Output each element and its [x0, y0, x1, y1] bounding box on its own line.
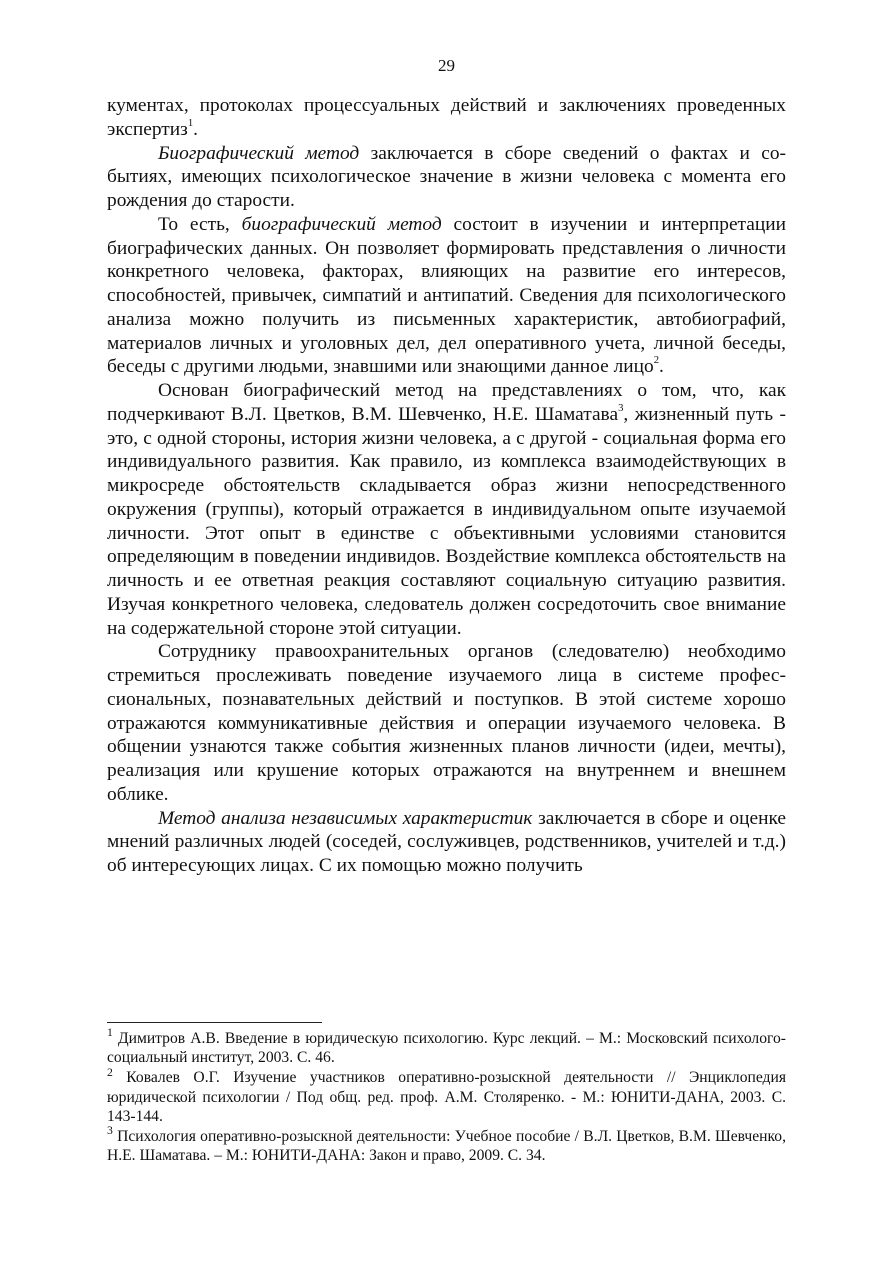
footnote-reference: 3 — [618, 401, 624, 414]
text-run: То есть, — [158, 213, 242, 235]
footnote — [107, 1026, 786, 1067]
footnote-text: Ковалев О.Г. Изучение участников оперативно-розыскной деятельности // Энциклопедия юридической психологии / Под общ. ред. проф. А.М. Столяренко. - М.: ЮНИТИ-ДАНА, 2003. С. 143-144. — [107, 1069, 786, 1125]
footnote — [107, 1065, 786, 1126]
italic-term: Биографический метод — [158, 142, 360, 164]
footnote-reference: 2 — [653, 354, 660, 367]
footnotes — [107, 1026, 786, 1166]
footnote-reference: 1 — [187, 116, 194, 129]
italic-term: Метод анализа независимых характеристик — [158, 807, 533, 829]
paragraph — [107, 379, 786, 640]
paragraph — [107, 142, 786, 213]
footnote-text: Психология оперативно-розыскной деятельности: Учебное пособие / В.Л. Цветков, В.М. Шевченко, Н.Е. Шаматава. – М.: ЮНИТИ-ДАНА: Закон и право, 2009. С. 34. — [107, 1128, 786, 1165]
text-run: , жизненный путь - это, с одной стороны, история жизни человека, а с другой - социальная форма его индивидуального развития. Как правило, из комплекса взаимодействующих в микросреде обстоятельств складывается образ жизни непосредственного окружения (группы), который отражается в индивидуальном опыте изучаемой личности. Этот опыт в единстве с объективными условиями становится определяющим в поведении индивидов. Воздействие комплекса обстоятельств на личность и ее ответная реакция составляют социальную ситуацию развития. Изучая конкретного человека, следователь должен сосредоточить свое внимание на содержательной стороне этой ситуации. — [107, 403, 786, 639]
italic-term: биографический метод — [241, 213, 442, 235]
footnote-text: Димитров А.В. Введение в юридическую психологию. Курс лекций. – М.: Московский психолого-социальный институт, 2003. С. 46. — [107, 1030, 786, 1067]
text-run: . — [193, 118, 198, 140]
footnote-separator — [107, 1022, 322, 1023]
footnote-mark: 2 — [107, 1065, 113, 1079]
page-number: 29 — [438, 56, 455, 75]
body-text — [107, 94, 786, 878]
footnote — [107, 1124, 786, 1165]
text-run: заключается в сборе и оценке мнений различных людей (соседей, сослуживцев, родственников, учителей и т.д.) об интересующих лицах. С их помощью можно получить — [107, 807, 786, 876]
footnote-mark: 3 — [107, 1124, 113, 1138]
text-run: кументах, протоколах процессуальных действий и заключениях проведенных экспертиз — [107, 95, 786, 140]
paragraph — [107, 640, 786, 806]
text-run: Сотруднику правоохранительных органов (следователю) необходимо стремиться прослеживать поведение изучаемого лица в системе профессиональных, познавательных действий и поступков. В этой системе хорошо отражаются коммуникативные действия и операции изучаемого человека. В общении узнаются также события жизненных планов личности (идеи, мечты), реализация или крушение которых отражаются на внутреннем и внешнем облике. — [107, 641, 786, 805]
text-run: . — [659, 356, 664, 378]
text-run: состоит в изучении и интерпретации биографических данных. Он позволяет формировать представления о личности конкретного человека, факторах, влияющих на развитие его интересов, способностей, привычек, симпатий и антипатий. Сведения для психологического анализа можно получить из письменных характеристик, автобиографий, материалов личных и уголовных дел, дел оперативного учета, личной беседы, беседы с другими людьми, знавшими или знающими данное лицо — [107, 213, 787, 378]
paragraph — [107, 94, 786, 142]
footnote-mark: 1 — [107, 1026, 113, 1040]
text-run: заключается в сборе сведений о фактах и событиях, имеющих психологическое значение в жизни человека с момента его рождения до старости. — [107, 142, 786, 211]
paragraph — [107, 807, 786, 878]
paragraph — [107, 213, 786, 379]
text-run: Основан биографический метод на представлениях о том, что, как подчеркивают В.Л. Цветков, В.М. Шевченко, Н.Е. Шаматава — [107, 380, 786, 425]
